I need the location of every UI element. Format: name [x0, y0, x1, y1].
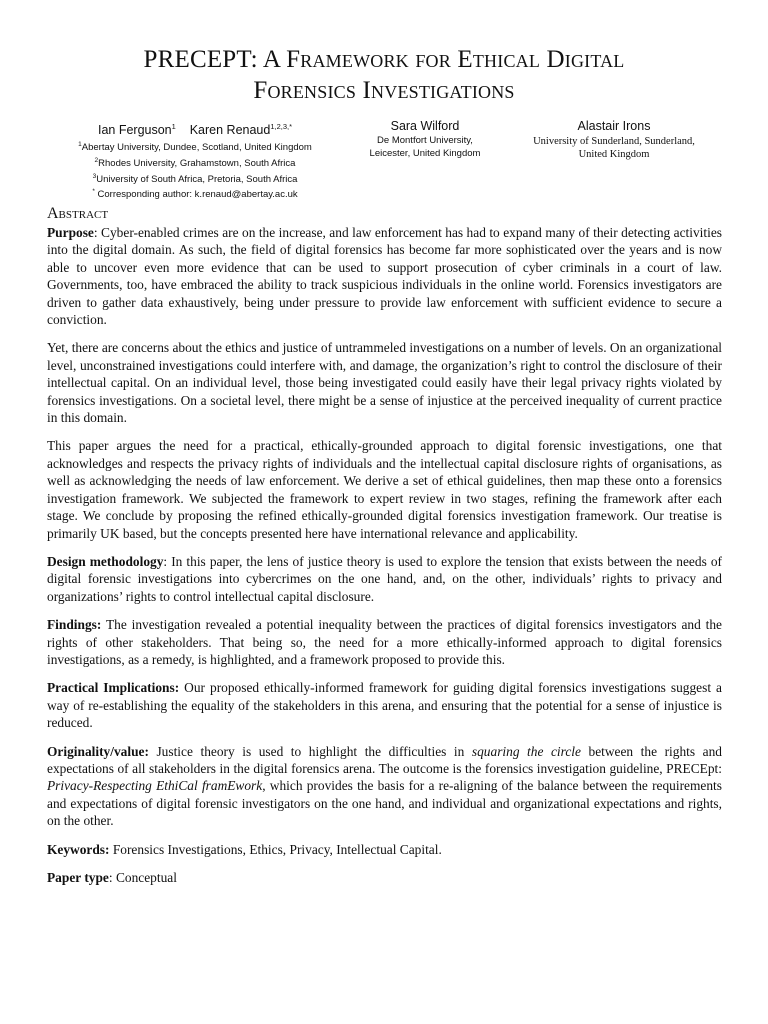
purpose-paragraph [47, 224, 722, 328]
originality-emphasis: squaring the circle [471, 743, 581, 759]
author-block [0, 118, 768, 201]
originality-text: Justice theory is used to highlight the difficulties in [148, 743, 472, 759]
abstract-heading: Abstract [47, 205, 109, 222]
author-name: Sara Wilford [390, 119, 460, 133]
author-name: Karen Renaud [189, 123, 271, 138]
purpose-text: : Cyber-enabled crimes are on the increase, and law enforcement has had to expand many of their detecting activities into the digital domain. As such, the field of digital forensics has become far more sophisticated over the years and is now able to uncover even more evidence that can be used to support prosecution of cyber criminals in a court of law. Governments, too, have embraced the ability to track suspicious individuals in the online world. Forensics investigators are driven to gather data exhaustively, being under pressure to provide law enforcement with sufficient evidence to secure a conviction. [47, 225, 722, 328]
framework-name: Privacy-Respecting EthiCal framEwork [47, 778, 263, 794]
design-paragraph [47, 553, 722, 605]
author-name: Alastair Irons [577, 119, 651, 133]
originality-paragraph [47, 743, 722, 830]
practical-paragraph [47, 679, 722, 731]
paper-type-label: Paper type [47, 870, 109, 885]
affiliation-line [50, 171, 340, 187]
affiliation-line: Leicester, United Kingdom [369, 147, 481, 159]
author-column-3 [508, 118, 720, 161]
affiliation-text: Abertay University, Dundee, Scotland, United Kingdom [81, 142, 312, 154]
findings-paragraph [47, 616, 722, 668]
keywords-paragraph [47, 841, 722, 858]
abstract-paragraph-2: Yet, there are concerns about the ethics and justice of untrammeled investigations on a number of levels. On an organizational level, unconstrained investigations could interfere with, and damage, the organization’s right to control the disclosure of their intellectual capital. On an individual level, those being investigated could easily have their legal privacy rights violated by forensics investigations. On a societal level, there might be a sense of injustice at the perceived inequality of current practice in this domain. [47, 340, 722, 426]
affiliation-superscript: 2 [94, 156, 99, 164]
affiliation-line: University of Sunderland, Sunderland, [533, 136, 695, 147]
author-column-2 [345, 118, 505, 160]
design-label: Design methodology [47, 553, 164, 569]
author-superscript: 1,2,3,* [270, 122, 293, 131]
author-names [50, 118, 340, 139]
affiliation-superscript: 1 [78, 141, 82, 149]
practical-text: Our proposed ethically-informed framework for guiding digital forensics investigations suggest a way of re-establishing the equality of the stakeholders in this arena, and ensuring that the potential for a sense of injustice is reduced. [47, 680, 722, 731]
paper-type-text: : Conceptual [108, 870, 177, 885]
affiliation-line: United Kingdom [578, 149, 650, 160]
affiliation-superscript: 3 [92, 172, 97, 180]
findings-text: The investigation revealed a potential inequality between the practices of digital forensics investigators and the rights of other stakeholders. That being so, the need for a more ethically-informed approach to digital forensics investigations, as a remedy, is highlighted, and a framework proposed to provide this. [47, 617, 722, 667]
author-name: Ian Ferguson [97, 123, 172, 138]
affiliation-line [50, 139, 340, 155]
keywords-label: Keywords: [47, 841, 110, 857]
affiliation-text: Rhodes University, Grahamstown, South Africa [98, 158, 296, 170]
paper-title [0, 44, 768, 106]
originality-text: between the rights and expectations of all stakeholders in the digital forensics arena. The outcome is the forensics investigation guideline, PRECEpt: [47, 743, 722, 776]
findings-label: Findings: [47, 617, 102, 633]
abstract-paragraph-3: This paper argues the need for a practical, ethically-grounded approach to digital forensic investigations, one that acknowledges and respects the privacy rights of individuals and the intellectual capital disclosure rights of organisations, as well as acknowledging the needs of law enforcement. We derive a set of ethical guidelines, then map these onto a forensics investigation framework. We subjected the framework to expert review in two stages, refining the framework after each stage. We conclude by proposing the refined ethically-grounded digital forensics investigation framework. Our treatise is primarily UK based, but the concepts presented here have international relevance and applicability. [47, 438, 722, 541]
author-column-1 [50, 118, 340, 202]
paper-type-paragraph [47, 869, 722, 886]
affiliation-line [50, 186, 340, 202]
keywords-text: Forensics Investigations, Ethics, Privacy, Intellectual Capital. [109, 841, 442, 857]
purpose-label: Purpose [47, 225, 94, 240]
affiliation-line [50, 155, 340, 171]
affiliation-superscript: * [92, 188, 95, 196]
title-line-2: Forensics Investigations [253, 77, 515, 104]
author-superscript: 1 [171, 122, 176, 131]
originality-label: Originality/value: [47, 743, 149, 759]
originality-text: , which provides the basis for a re-aligning of the balance between the requirements and expectations of digital forensic investigators on the one hand, and individual and organizational expectations and rights, on the other. [47, 778, 722, 829]
abstract-body [47, 224, 722, 897]
affiliation-line: De Montfort University, [377, 135, 473, 146]
affiliation-text: University of South Africa, Pretoria, South Africa [96, 173, 298, 185]
design-text: : In this paper, the lens of justice theory is used to explore the tension that exists between the needs of digital forensic investigations into cybercrimes on the one hand, and, on the other, individuals’ rights to privacy and organizations’ rights to control intellectual capital disclosure. [47, 553, 723, 604]
corresponding-author: Corresponding author: k.renaud@abertay.ac.uk [94, 189, 298, 201]
practical-label: Practical Implications: [47, 680, 180, 696]
title-line-1: PRECEPT: A Framework for Ethical Digital [143, 46, 625, 73]
